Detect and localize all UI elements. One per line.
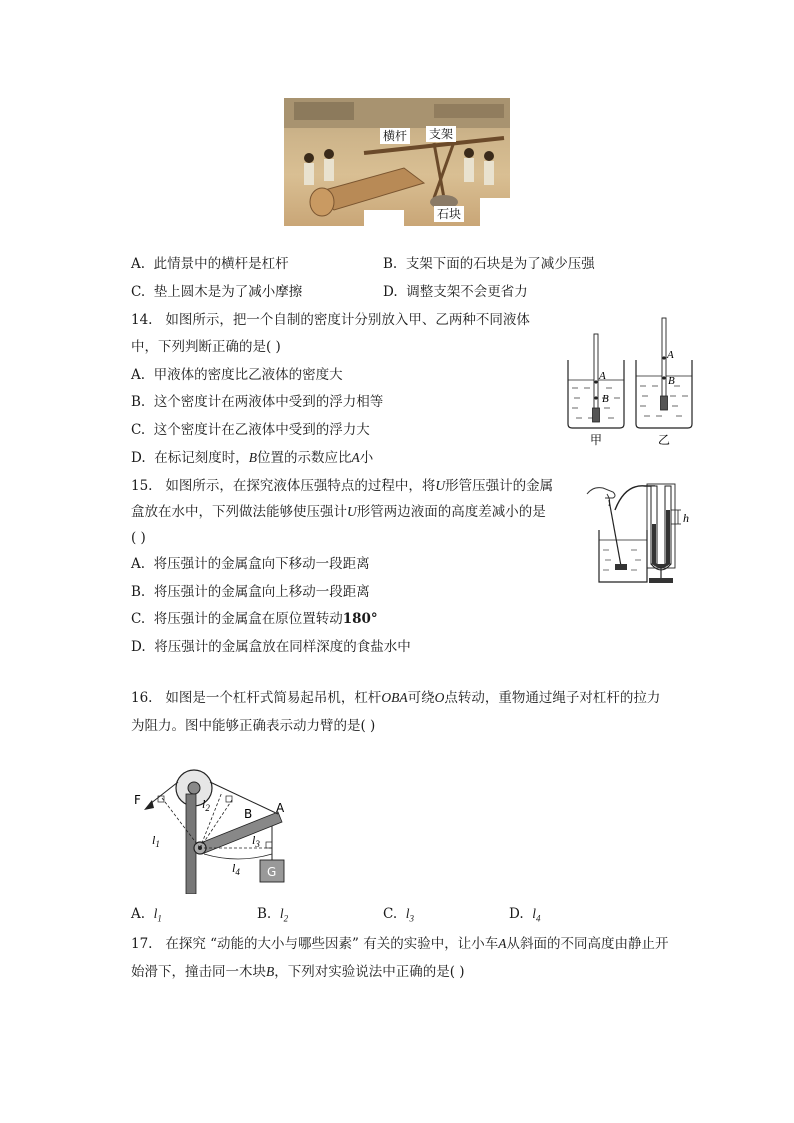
- ancient-lever-photo: [284, 98, 510, 226]
- q15-option-b: B. 将压强计的金属盒向上移动一段距离: [131, 584, 370, 600]
- q14-option-d: D. 在标记刻度时，B位置的示数应比A小: [131, 450, 374, 466]
- q16-option-c: C. $l_3$: [383, 906, 414, 924]
- q14-option-c: C. 这个密度计在乙液体中受到的浮力大: [131, 422, 370, 438]
- photo-scene: [284, 98, 510, 226]
- beaker-label-jia: 甲: [590, 433, 603, 447]
- h-label: h: [683, 511, 689, 525]
- q16-stem-line-2: 为阻力。图中能够正确表示动力臂的是( ): [131, 718, 376, 734]
- q15-option-c: C. 将压强计的金属盒在原位置转动180°: [131, 611, 378, 627]
- beaker-label-yi: 乙: [658, 433, 671, 447]
- q16-option-a: A. $l_1$: [131, 906, 162, 924]
- force-f-label: F: [134, 793, 141, 807]
- q15-stem-line-3: ( ): [131, 530, 146, 546]
- l3-label: $l_3$: [252, 833, 260, 849]
- q14-stem-line-1: 14. 如图所示，把一个自制的密度计分别放入甲、乙两种不同液体: [131, 312, 530, 328]
- q17-stem-line-2: 始滑下，撞击同一木块B，下列对实验说法中正确的是( ): [131, 964, 465, 980]
- q14-option-b: B. 这个密度计在两液体中受到的浮力相等: [131, 394, 384, 410]
- point-a-right: A: [667, 349, 674, 361]
- point-b-left: B: [602, 393, 609, 405]
- support-label: 支架: [426, 126, 456, 142]
- q15-stem-line-1: 15. 如图所示，在探究液体压强特点的过程中，将U形管压强计的金属: [131, 478, 554, 494]
- q13-option-b: B. 支架下面的石块是为了减少压强: [383, 256, 595, 272]
- lever-crane-figure: [128, 768, 298, 894]
- l1-label: $l_1$: [152, 833, 160, 849]
- point-b-label: B: [244, 807, 253, 821]
- beam-label: 横杆: [380, 128, 410, 144]
- l2-label: $l_2$: [202, 797, 210, 813]
- point-a-label: A: [276, 801, 285, 815]
- photo-mask: [480, 198, 510, 226]
- q15-option-d: D. 将压强计的金属盒放在同样深度的食盐水中: [131, 639, 411, 655]
- q13-option-a: A. 此情景中的横杆是杠杆: [131, 256, 289, 272]
- hydrometer-figure: [560, 312, 700, 452]
- q16-option-d: D. $l_4$: [509, 906, 541, 924]
- q14-stem-line-2: 中，下列判断正确的是( ): [131, 339, 281, 355]
- q16-option-b: B. $l_2$: [257, 906, 289, 924]
- q14-option-a: A. 甲液体的密度比乙液体的密度大: [131, 367, 343, 383]
- point-b-right: B: [668, 375, 675, 387]
- weight-g-label: G: [267, 865, 277, 879]
- stone-label: 石块: [434, 206, 464, 222]
- point-a-left: A: [599, 370, 606, 382]
- manometer-figure: [585, 480, 700, 592]
- q13-option-c: C. 垫上圆木是为了减小摩擦: [131, 284, 303, 300]
- q15-option-a: A. 将压强计的金属盒向下移动一段距离: [131, 556, 370, 572]
- q15-stem-line-2: 盒放在水中，下列做法能够使压强计U形管两边液面的高度差减小的是: [131, 504, 546, 520]
- q13-option-d: D. 调整支架不会更省力: [383, 284, 528, 300]
- q17-stem-line-1: 17. 在探究 “动能的大小与哪些因素” 有关的实验中，让小车A从斜面的不同高度由静止开: [131, 936, 669, 952]
- photo-mask: [364, 210, 404, 226]
- l4-label: $l_4$: [232, 861, 240, 877]
- q16-stem-line-1: 16. 如图是一个杠杆式简易起吊机，杠杆OBA可绕O点转动，重物通过绳子对杠杆的拉力: [131, 690, 661, 706]
